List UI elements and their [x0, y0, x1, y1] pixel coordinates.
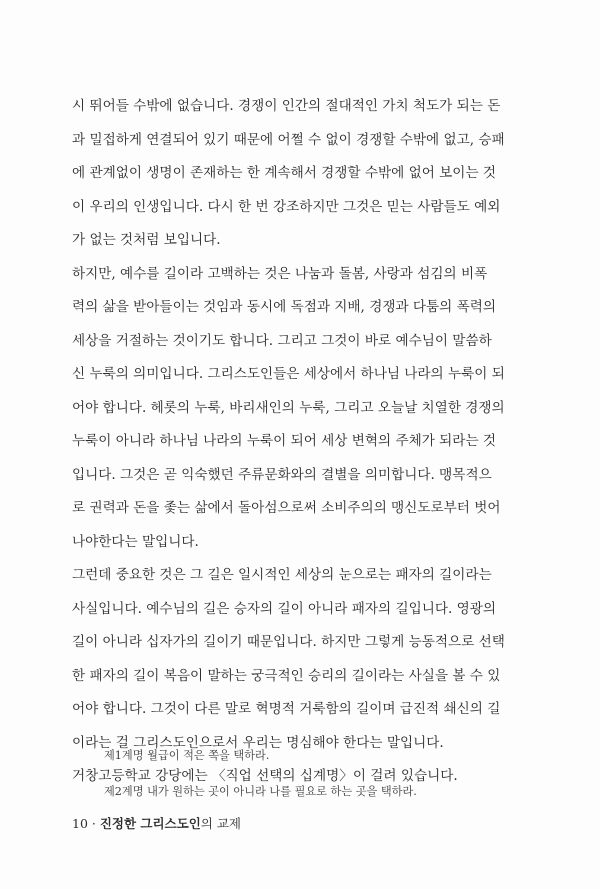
text-line: 나야한다는 말입니다. — [72, 533, 199, 550]
text-line: 가 없는 것처럼 보입니다. — [72, 232, 221, 248]
text-line: 력의 삶을 받아들이는 것임과 동시에 독점과 지배, 경쟁과 다툼의 폭력의 — [72, 299, 497, 315]
text-line: 에 관계없이 생명이 존재하는 한 계속해서 경쟁할 수밖에 없어 보이는 것 — [72, 165, 497, 181]
text-line: 사실입니다. 예수님의 길은 승자의 길이 아니라 패자의 길입니다. 영광의 — [72, 600, 497, 617]
book-title-bold: 진정한 그리스도인 — [99, 816, 201, 831]
text-line: 과 밀접하게 연결되어 있기 때문에 어쩔 수 없이 경쟁할 수밖에 없고, 승패 — [72, 131, 505, 148]
text-line: 이 우리의 인생입니다. 다시 한 번 강조하지만 그것은 믿는 사람들도 예외 — [72, 198, 501, 215]
text-line: 로 권력과 돈을 좇는 삶에서 돌아섬으로써 소비주의의 맹신도로부터 벗어 — [72, 500, 501, 516]
text-line: 거창고등학교 강당에는 〈직업 선택의 십계명〉이 걸려 있습니다. — [72, 768, 458, 784]
text-line: 어야 합니다. 헤롯의 누룩, 바리새인의 누룩, 그리고 오늘날 치열한 경쟁의 — [72, 399, 505, 416]
commandment-item: 제1계명 월급이 적은 쪽을 택하라. — [104, 749, 270, 762]
footer-separator: · — [87, 816, 100, 831]
text-line: 어야 합니다. 그것이 다른 말로 혁명적 거룩함의 길이며 급진적 쇄신의 길 — [72, 701, 501, 717]
body-text — [72, 90, 532, 794]
text-line: 그런데 중요한 것은 그 길은 일시적인 세상의 눈으로는 패자의 길이라는 — [72, 567, 492, 583]
text-line: 누룩이 아니라 하나님 나라의 누룩이 되어 세상 변혁의 주체가 되라는 것 — [72, 433, 497, 449]
text-line: 이라는 걸 그리스도인으로서 우리는 명심해야 한다는 말입니다. — [72, 734, 444, 751]
text-line: 세상을 거절하는 것이기도 합니다. 그리고 그것이 바로 예수님이 말씀하 — [72, 332, 492, 349]
page-footer — [72, 816, 241, 832]
text-line: 신 누룩의 의미입니다. 그리스도인들은 세상에서 하나님 나라의 누룩이 되 — [72, 366, 505, 382]
commandment-item: 제2계명 내가 원하는 곳이 아니라 나를 필요로 하는 곳을 택하라. — [104, 785, 417, 798]
text-line: 하지만, 예수를 길이라 고백하는 것은 나눔과 돌봄, 사랑과 섬김의 비폭 — [72, 265, 488, 282]
book-title-tail: 의 교제 — [200, 816, 241, 831]
text-line: 길이 아니라 십자가의 길이기 때문입니다. 하지만 그렇게 능동적으로 선택 — [72, 634, 505, 650]
commandments-list — [104, 738, 544, 810]
text-line: 입니다. 그것은 곧 익숙했던 주류문화와의 결별을 의미합니다. 맹목적으 — [72, 466, 492, 483]
page-number: 10 — [72, 816, 88, 831]
text-line: 시 뛰어들 수밖에 없습니다. 경쟁이 인간의 절대적인 가치 척도가 되는 돈 — [72, 98, 501, 114]
text-line: 한 패자의 길이 복음이 말하는 궁극적인 승리의 길이라는 사실을 볼 수 있 — [72, 667, 501, 684]
